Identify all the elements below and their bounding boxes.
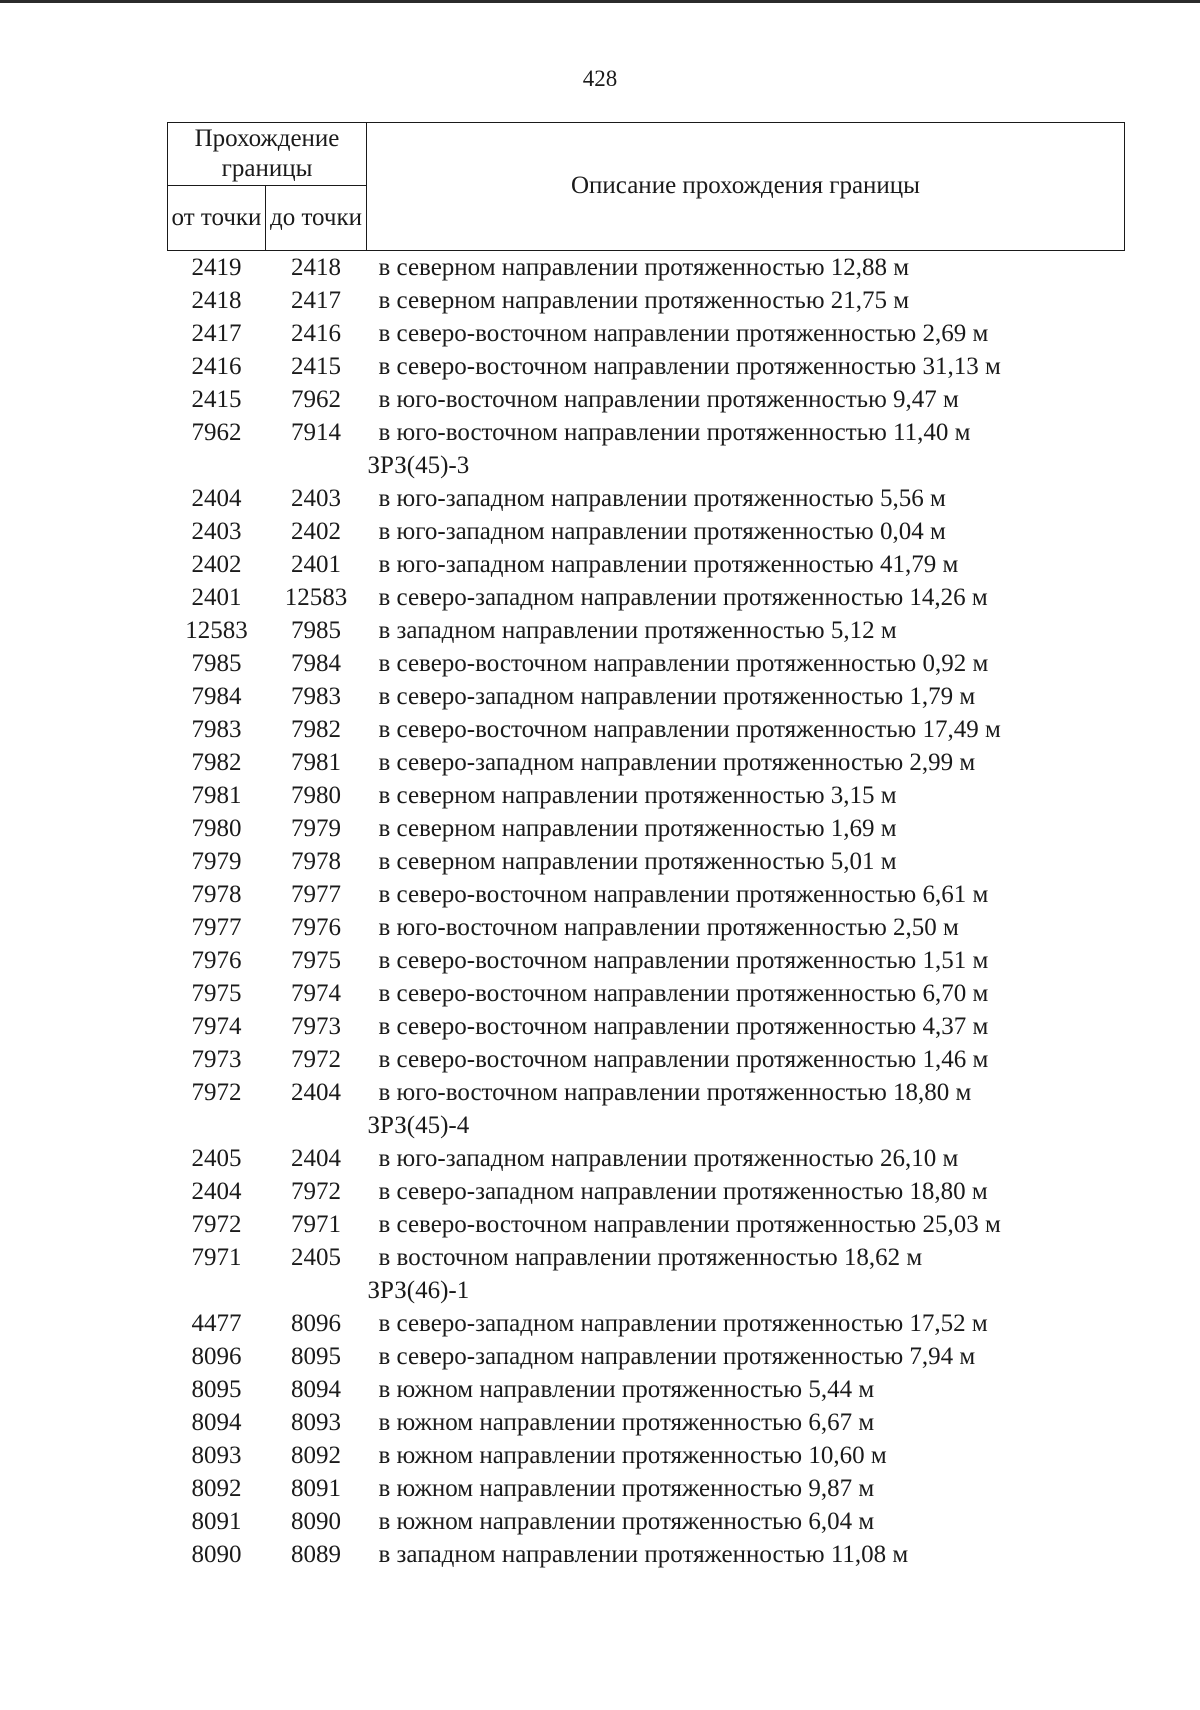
table-row xyxy=(168,515,1125,548)
to-point-cell: 7980 xyxy=(291,782,341,809)
from-point-cell: 7982 xyxy=(191,749,242,776)
from-point-cell: 7973 xyxy=(191,1046,242,1073)
from-point-cell: 2405 xyxy=(191,1145,242,1172)
to-point-cell: 7971 xyxy=(291,1211,341,1238)
header-description: Описание прохождения границы xyxy=(367,123,1125,251)
description-cell: в северном направлении протяженностью 1,69 м xyxy=(378,815,897,842)
to-point-cell: 2403 xyxy=(291,485,341,512)
description-cell: в северо-восточном направлении протяженностью 31,13 м xyxy=(378,353,1001,380)
section-heading-row xyxy=(168,1109,1125,1142)
from-point-cell: 8095 xyxy=(191,1376,242,1403)
to-point-cell: 7979 xyxy=(291,815,341,842)
table-row xyxy=(168,1307,1125,1340)
from-point-cell: 8096 xyxy=(191,1343,242,1370)
table-row xyxy=(168,383,1125,416)
to-point-cell: 12583 xyxy=(284,584,348,611)
table-row xyxy=(168,812,1125,845)
description-cell: в восточном направлении протяженностью 18,62 м xyxy=(378,1244,923,1271)
description-cell: в южном направлении протяженностью 6,67 м xyxy=(378,1409,875,1436)
from-point-cell: 8093 xyxy=(191,1442,242,1469)
from-point-cell: 8091 xyxy=(191,1508,242,1535)
table-row xyxy=(168,548,1125,581)
description-cell: в южном направлении протяженностью 5,44 м xyxy=(378,1376,875,1403)
to-point-cell: 8096 xyxy=(291,1310,341,1337)
from-point-cell: 12583 xyxy=(185,617,248,644)
description-cell: в северо-восточном направлении протяженностью 2,69 м xyxy=(378,320,989,347)
description-cell: в юго-восточном направлении протяженностью 9,47 м xyxy=(378,386,959,413)
description-cell: в северном направлении протяженностью 21,75 м xyxy=(378,287,910,314)
table-row xyxy=(168,1043,1125,1076)
table-row xyxy=(168,1175,1125,1208)
description-cell: в юго-западном направлении протяженностью 5,56 м xyxy=(378,485,946,512)
from-point-cell: 8094 xyxy=(191,1409,242,1436)
table-row xyxy=(168,1373,1125,1406)
from-point-cell: 7983 xyxy=(191,716,242,743)
from-point-cell: 7962 xyxy=(191,419,242,446)
from-point-cell: 7980 xyxy=(191,815,242,842)
from-point-cell: 2404 xyxy=(191,485,242,512)
from-point-cell: 7978 xyxy=(191,881,242,908)
top-border-line xyxy=(0,0,1200,3)
table-row xyxy=(168,284,1125,317)
table-row xyxy=(168,416,1125,449)
description-cell: в юго-западном направлении протяженностью 41,79 м xyxy=(378,551,959,578)
description-cell: в юго-западном направлении протяженностью 0,04 м xyxy=(378,518,946,545)
to-point-cell: 7981 xyxy=(291,749,341,776)
table-row xyxy=(168,713,1125,746)
from-point-cell: 7976 xyxy=(191,947,242,974)
from-point-cell: 7984 xyxy=(191,683,242,710)
description-cell: в западном направлении протяженностью 11,08 м xyxy=(378,1541,909,1568)
from-point-cell: 2404 xyxy=(191,1178,242,1205)
from-point-cell: 2402 xyxy=(191,551,242,578)
table-row xyxy=(168,581,1125,614)
description-cell: в северо-западном направлении протяженностью 14,26 м xyxy=(378,584,988,611)
to-point-cell: 2404 xyxy=(291,1079,341,1106)
to-point-cell: 7974 xyxy=(291,980,341,1007)
to-point-cell: 2416 xyxy=(291,320,341,347)
table-row xyxy=(168,944,1125,977)
description-cell: в северо-западном направлении протяженностью 1,79 м xyxy=(378,683,976,710)
from-point-cell: 7981 xyxy=(191,782,242,809)
description-cell: в южном направлении протяженностью 10,60 м xyxy=(378,1442,887,1469)
zone-label: ЗРЗ(45)-4 xyxy=(367,1112,470,1139)
description-cell: в северо-восточном направлении протяженностью 25,03 м xyxy=(378,1211,1001,1238)
from-point-cell: 7971 xyxy=(191,1244,242,1271)
table-row xyxy=(168,746,1125,779)
to-point-cell: 8092 xyxy=(291,1442,341,1469)
to-point-cell: 2405 xyxy=(291,1244,341,1271)
table-row xyxy=(168,482,1125,515)
to-point-cell: 7983 xyxy=(291,683,341,710)
to-point-cell: 2418 xyxy=(291,254,341,281)
from-point-cell: 2415 xyxy=(191,386,242,413)
header-from-point: от точки xyxy=(168,186,266,251)
from-point-cell: 2419 xyxy=(191,254,242,281)
description-cell: в северо-западном направлении протяженностью 7,94 м xyxy=(378,1343,976,1370)
to-point-cell: 7978 xyxy=(291,848,341,875)
table-row xyxy=(168,1406,1125,1439)
description-cell: в северо-западном направлении протяженностью 17,52 м xyxy=(378,1310,988,1337)
description-cell: в южном направлении протяженностью 9,87 м xyxy=(378,1475,875,1502)
table-row xyxy=(168,1241,1125,1274)
from-point-cell: 2403 xyxy=(191,518,242,545)
description-cell: в южном направлении протяженностью 6,04 м xyxy=(378,1508,875,1535)
table-row xyxy=(168,1142,1125,1175)
from-point-cell: 7985 xyxy=(191,650,242,677)
to-point-cell: 2404 xyxy=(291,1145,341,1172)
to-point-cell: 7977 xyxy=(291,881,341,908)
description-cell: в юго-западном направлении протяженностью 26,10 м xyxy=(378,1145,959,1172)
to-point-cell: 7973 xyxy=(291,1013,341,1040)
table-row xyxy=(168,614,1125,647)
description-cell: в юго-восточном направлении протяженностью 2,50 м xyxy=(378,914,959,941)
description-cell: в северо-восточном направлении протяженностью 6,61 м xyxy=(378,881,989,908)
description-cell: в северном направлении протяженностью 3,15 м xyxy=(378,782,897,809)
section-heading-row xyxy=(168,449,1125,482)
to-point-cell: 7982 xyxy=(291,716,341,743)
to-point-cell: 8089 xyxy=(291,1541,341,1568)
to-point-cell: 8094 xyxy=(291,1376,341,1403)
from-point-cell: 7974 xyxy=(191,1013,242,1040)
description-cell: в северо-восточном направлении протяженностью 0,92 м xyxy=(378,650,989,677)
table-row xyxy=(168,1505,1125,1538)
description-cell: в северо-восточном направлении протяженностью 6,70 м xyxy=(378,980,989,1007)
to-point-cell: 7976 xyxy=(291,914,341,941)
to-point-cell: 7975 xyxy=(291,947,341,974)
table-row xyxy=(168,317,1125,350)
description-cell: в северо-западном направлении протяженностью 2,99 м xyxy=(378,749,976,776)
to-point-cell: 7984 xyxy=(291,650,341,677)
table-row xyxy=(168,1340,1125,1373)
to-point-cell: 8091 xyxy=(291,1475,341,1502)
table-row xyxy=(168,779,1125,812)
to-point-cell: 7962 xyxy=(291,386,341,413)
section-heading-row xyxy=(168,1274,1125,1307)
table-row xyxy=(168,647,1125,680)
table-row xyxy=(168,350,1125,383)
description-cell: в северо-восточном направлении протяженностью 1,51 м xyxy=(378,947,989,974)
from-point-cell: 8090 xyxy=(191,1541,242,1568)
from-point-cell: 2416 xyxy=(191,353,242,380)
from-point-cell: 2418 xyxy=(191,287,242,314)
to-point-cell: 7972 xyxy=(291,1178,341,1205)
to-point-cell: 2415 xyxy=(291,353,341,380)
description-cell: в северо-восточном направлении протяженностью 17,49 м xyxy=(378,716,1001,743)
description-cell: в северном направлении протяженностью 12,88 м xyxy=(378,254,910,281)
to-point-cell: 8090 xyxy=(291,1508,341,1535)
table-row xyxy=(168,251,1125,285)
boundary-table xyxy=(167,122,1125,1571)
to-point-cell: 8093 xyxy=(291,1409,341,1436)
table-row xyxy=(168,1439,1125,1472)
table-row xyxy=(168,1208,1125,1241)
header-to-point: до точки xyxy=(266,186,367,251)
table-row xyxy=(168,977,1125,1010)
to-point-cell: 2402 xyxy=(291,518,341,545)
description-cell: в юго-восточном направлении протяженностью 11,40 м xyxy=(378,419,971,446)
from-point-cell: 7972 xyxy=(191,1079,242,1106)
from-point-cell: 7977 xyxy=(191,914,242,941)
from-point-cell: 7972 xyxy=(191,1211,242,1238)
to-point-cell: 7985 xyxy=(291,617,341,644)
description-cell: в западном направлении протяженностью 5,12 м xyxy=(378,617,897,644)
from-point-cell: 7979 xyxy=(191,848,242,875)
from-point-cell: 7975 xyxy=(191,980,242,1007)
table-row xyxy=(168,878,1125,911)
to-point-cell: 7972 xyxy=(291,1046,341,1073)
table-row xyxy=(168,1472,1125,1505)
description-cell: в северном направлении протяженностью 5,01 м xyxy=(378,848,897,875)
table-row xyxy=(168,1010,1125,1043)
table-row xyxy=(168,1076,1125,1109)
to-point-cell: 2417 xyxy=(291,287,341,314)
header-boundary-passage: Прохождение границы xyxy=(168,123,367,186)
zone-label: ЗРЗ(46)-1 xyxy=(367,1277,470,1304)
from-point-cell: 2401 xyxy=(191,584,242,611)
page-number: 428 xyxy=(582,66,618,91)
table-row xyxy=(168,845,1125,878)
table-row xyxy=(168,911,1125,944)
description-cell: в северо-восточном направлении протяженностью 1,46 м xyxy=(378,1046,989,1073)
to-point-cell: 7914 xyxy=(291,419,341,446)
table-row xyxy=(168,1538,1125,1571)
description-cell: в северо-восточном направлении протяженностью 4,37 м xyxy=(378,1013,989,1040)
to-point-cell: 2401 xyxy=(291,551,341,578)
table-row xyxy=(168,680,1125,713)
zone-label: ЗРЗ(45)-3 xyxy=(367,452,470,479)
description-cell: в юго-восточном направлении протяженностью 18,80 м xyxy=(378,1079,972,1106)
from-point-cell: 2417 xyxy=(191,320,242,347)
from-point-cell: 8092 xyxy=(191,1475,242,1502)
table-header-row xyxy=(168,123,1125,186)
description-cell: в северо-западном направлении протяженностью 18,80 м xyxy=(378,1178,988,1205)
to-point-cell: 8095 xyxy=(291,1343,341,1370)
from-point-cell: 4477 xyxy=(191,1310,242,1337)
boundary-table-body xyxy=(168,123,1125,1572)
